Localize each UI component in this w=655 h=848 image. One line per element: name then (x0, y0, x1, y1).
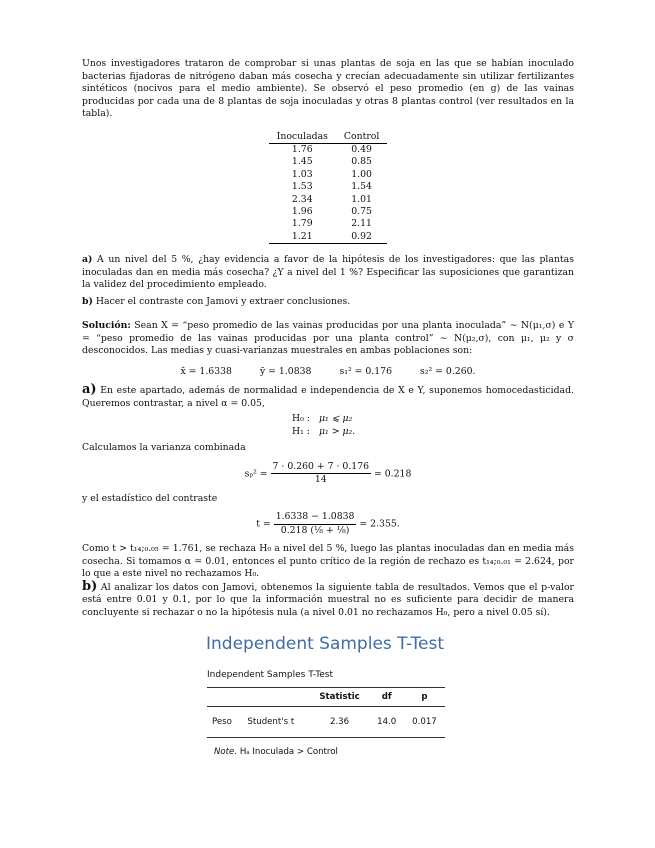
part-b-paragraph (82, 578, 574, 620)
table-cell: 2.11 (351, 218, 372, 230)
table-cell: 0.49 (351, 143, 372, 155)
jamovi-cell-p: 0.017 (404, 707, 445, 738)
question-b-label: b) (82, 295, 93, 307)
jamovi-cell-test: Student's t (242, 707, 309, 738)
table-cell: 1.21 (269, 231, 336, 244)
hypotheses (292, 413, 574, 438)
data-table (269, 131, 388, 245)
table-cell: 1.54 (351, 181, 372, 193)
table-cell: 1.79 (291, 218, 313, 230)
pooled-intro: Calculamos la varianza combinada (82, 442, 246, 454)
jamovi-note-text: Inoculada > Control (252, 747, 338, 757)
part-a-label: a) (82, 382, 97, 398)
table-row (207, 707, 445, 738)
jamovi-cell-statistic: 2.36 (310, 707, 370, 738)
jamovi-header-statistic: Statistic (310, 688, 370, 707)
jamovi-cell-df: 14.0 (369, 707, 404, 738)
table-row (269, 181, 388, 193)
table-header-inoculadas: Inoculadas (269, 131, 336, 144)
statistic-intro: y el estadístico del contraste (82, 492, 218, 504)
table-cell: 1.45 (291, 156, 313, 168)
pooled-fraction: $\frac{7 \cdot 0.260 + 7 \cdot 0.176}{14}$ (272, 460, 370, 486)
jamovi-header-empty (242, 688, 309, 707)
part-a-conclusion: Como t > t₁₄;₀.₀₅ = 1.761, se rechaza H₀ a nivel del 5 %, luego las plantas inoculadas dan en media más cosecha. Si tomamos α = 0.01, entonces el punto crítico de la región de rechazo es t₁₄;₀.₀₁ = 2.624, por lo que a este nivel no rechazamos H₀. (82, 543, 574, 580)
question-a (82, 254, 574, 292)
table-row (269, 206, 388, 218)
question-a-text: A un nivel del 5 %, ¿hay evidencia a favor de la hipótesis de los investigadores: que las plantas inoculadas dan en media más cosecha? ¿Y a nivel del 1 %? Especificar las suposiciones que garantizan la validez del procedimiento empleado. (82, 254, 574, 291)
t-statistic-equation: t = $\frac{1.6338 - 1.0838}{\text{0.218 (⅛ + ⅛)}}$ = 2.355. (256, 511, 400, 536)
table-row (269, 218, 388, 230)
question-b-text: Hacer el contraste con Jamovi y extraer conclusiones. (95, 295, 351, 307)
hypothesis-h1: H₁ : μ₁ > μ₂. (292, 425, 356, 437)
jamovi-header-df: df (369, 688, 404, 707)
table-row (269, 231, 388, 244)
stat-ybar: ȳ = 1.0838 (259, 365, 312, 377)
table-cell: 0.92 (336, 231, 387, 244)
part-b-text: Al analizar los datos con Jamovi, obtenemos la siguiente tabla de resultados. Vemos que el p-valor está entre 0.01 y 0.1, por lo que la información muestral no es suficiente para decidir de manera concluyente si rechazar o no la hipótesis nula (a nivel 0.01 no rechazamos H₀, pero a nivel 0.05 sí). (82, 581, 574, 618)
jamovi-note-label: Note. (214, 747, 238, 757)
table-row (269, 156, 388, 168)
jamovi-cell-variable: Peso (207, 707, 242, 738)
question-b (82, 296, 574, 309)
table-cell: 1.01 (351, 193, 372, 205)
part-b-label: b) (82, 578, 98, 594)
stat-xbar: x̄ = 1.6338 (180, 365, 232, 377)
jamovi-note-h: Hₐ (239, 747, 250, 757)
table-cell: 1.96 (291, 205, 313, 217)
question-a-label: a) (82, 254, 93, 266)
hypothesis-h0: H₀ : μ₁ ⩽ μ₂ (292, 413, 353, 425)
sample-stats (82, 366, 574, 379)
table-cell: 1.00 (351, 168, 372, 180)
jamovi-header-p: p (404, 688, 445, 707)
pooled-variance-equation: sₚ² = $\frac{7 \cdot 0.260 + 7 \cdot 0.176}{14}$ = 0.218 (244, 460, 412, 486)
solution-label: Solución: (82, 320, 131, 332)
stat-s2: s₂² = 0.260. (420, 365, 476, 377)
stat-s1: s₁² = 0.176 (339, 365, 392, 377)
table-row (269, 194, 388, 206)
table-row (269, 169, 388, 181)
table-cell: 2.34 (291, 193, 313, 205)
part-a-intro (82, 384, 574, 410)
table-header-control: Control (336, 131, 387, 144)
table-cell: 0.75 (351, 205, 372, 217)
jamovi-subtitle: Independent Samples T-Test (207, 670, 334, 680)
jamovi-title: Independent Samples T-Test (206, 634, 445, 654)
table-cell: 0.85 (351, 156, 372, 168)
table-cell: 1.53 (291, 181, 313, 193)
table-cell: 1.03 (291, 168, 313, 180)
document-body (82, 58, 574, 619)
jamovi-results-table (207, 687, 445, 738)
jamovi-header-empty (207, 688, 242, 707)
solution-text: Sean X = “peso promedio de las vainas producidas por una planta inoculada” ∼ N(μ₁,σ) e Y = “peso promedio de las vainas producidas por una planta control” ∼ N(μ₂,σ), con μ₁, μ₂ y σ desconocidos. Las medias y cuasi-varianzas muestrales en ambas poblaciones son: (82, 320, 574, 357)
intro-paragraph: Unos investigadores trataron de comprobar si unas plantas de soja en las que se habían inoculado bacterias fijadoras de nitrógeno daban más cosecha y crecían adecuadamente sin utilizar fertilizantes sintéticos (nocivos para el medio ambiente). Se observó el peso promedio (en g) de las vainas producidas por cada una de 8 plantas de soja inoculadas y otras 8 plantas control (ver resultados en la tabla). (82, 58, 574, 119)
solution-paragraph (82, 320, 574, 358)
jamovi-note (214, 747, 338, 757)
table-cell: 1.76 (291, 143, 313, 155)
table-row (269, 143, 388, 156)
part-a-text: En este apartado, además de normalidad e independencia de X e Y, suponemos homocedasticidad. Queremos contrastar, a nivel α = 0.05, (82, 385, 574, 409)
t-fraction: $\frac{1.6338 - 1.0838}{\text{0.218 (⅛ + ⅛)}}$ (275, 511, 355, 536)
